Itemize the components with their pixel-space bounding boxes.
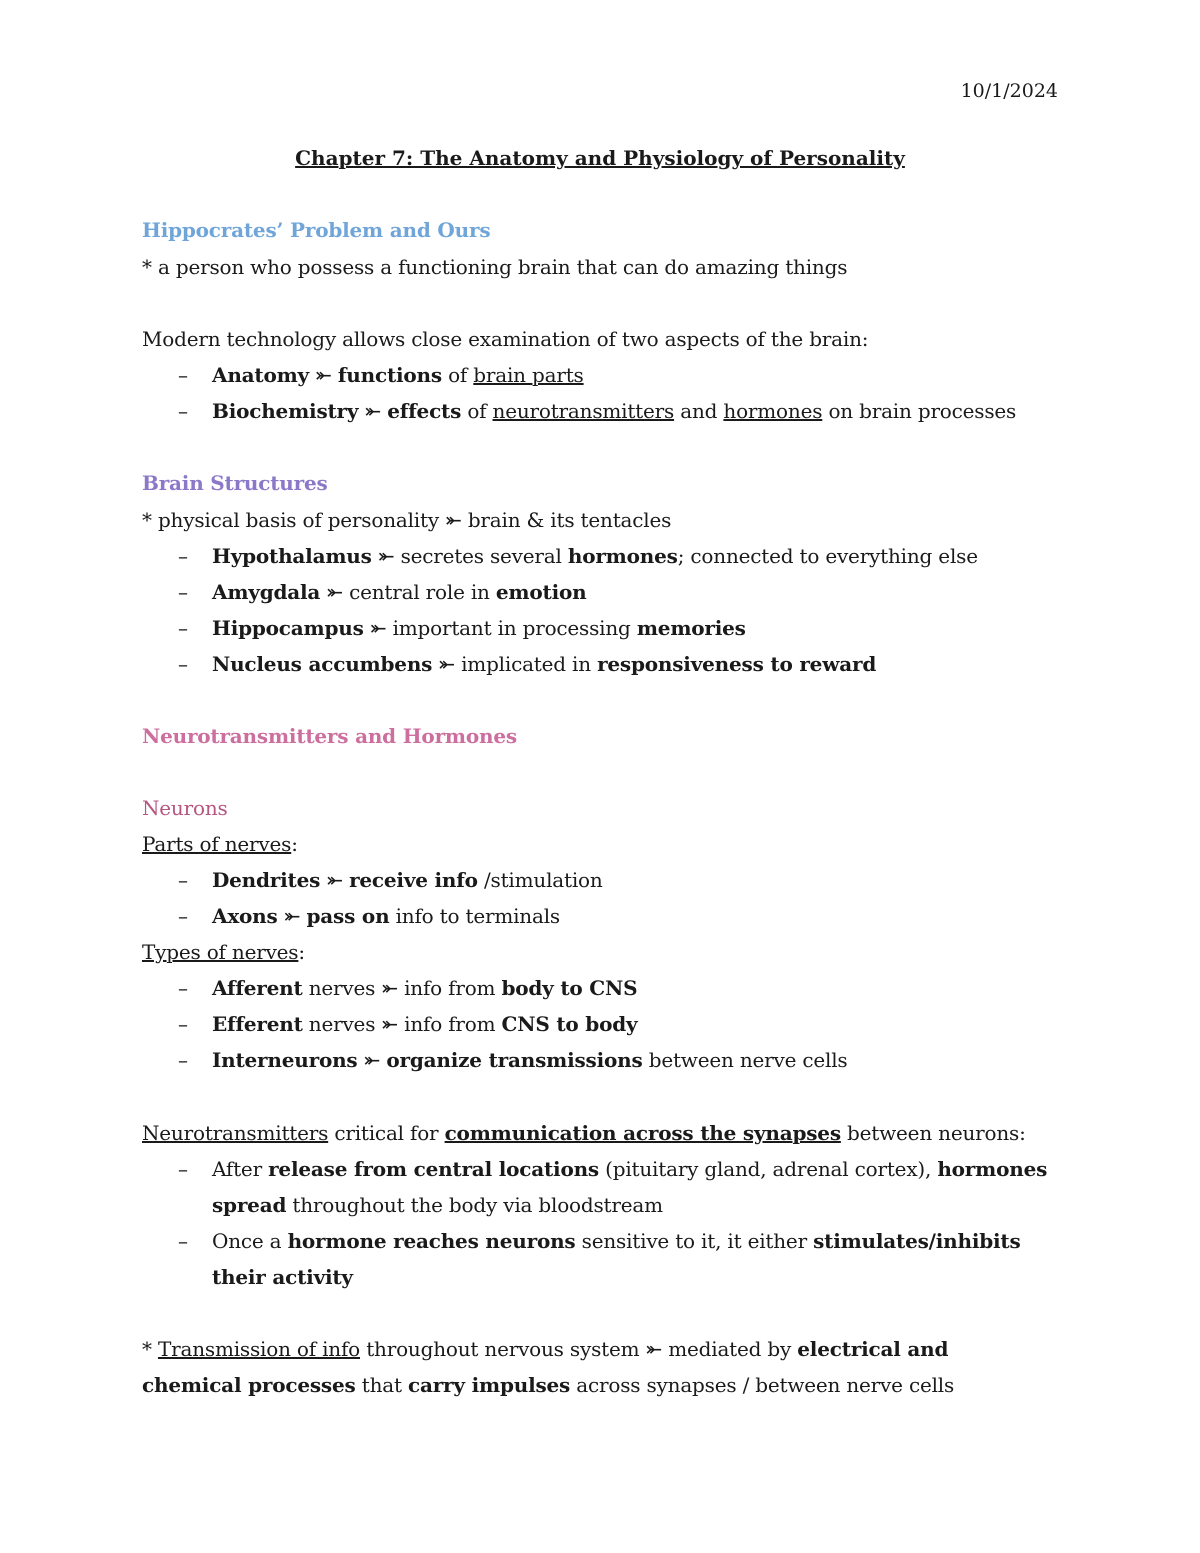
arrow-icon: ⤜ [377, 544, 395, 568]
dash-bullet: – [178, 652, 188, 676]
underlined-text: Transmission of info [157, 1337, 361, 1361]
term: responsiveness to reward [597, 652, 877, 676]
term: Nucleus accumbens [212, 652, 433, 676]
label-types-of-nerves [142, 939, 305, 965]
term: Biochemistry [212, 399, 359, 423]
text: Once a [212, 1229, 288, 1253]
text: across synapses / between nerve cells [570, 1373, 955, 1397]
text: implicated in [454, 652, 598, 676]
text: on brain processes [822, 399, 1017, 423]
list-item-afferent [178, 975, 637, 1001]
term: their activity [212, 1265, 353, 1289]
date: 10/1/2024 [960, 80, 1058, 102]
dash-bullet: – [178, 363, 188, 387]
note-line [142, 507, 671, 533]
note-line: * a person who possess a functioning brain that can do amazing things [142, 255, 848, 279]
term: effects [387, 399, 462, 423]
text: sensitive to it, it either [575, 1229, 814, 1253]
underlined-text: hormones [723, 399, 823, 423]
term: pass on [306, 904, 390, 928]
text: nerves [302, 976, 382, 1000]
text: nerves [302, 1012, 382, 1036]
section-heading-hippocrates: Hippocrates’ Problem and Ours [142, 218, 491, 242]
section-heading-neurotransmitters: Neurotransmitters and Hormones [142, 724, 517, 748]
term: emotion [495, 580, 587, 604]
dash-bullet: – [178, 868, 188, 892]
text: of [441, 363, 474, 387]
dash-bullet: – [178, 399, 188, 423]
dash-bullet: – [178, 976, 188, 1000]
text: of [461, 399, 493, 423]
term: stimulates/inhibits [813, 1229, 1021, 1253]
term: Anatomy [212, 363, 309, 387]
dash-bullet: – [178, 1048, 188, 1072]
term: Afferent [212, 976, 303, 1000]
arrow-icon: ⤜ [369, 616, 387, 640]
text: mediated by [662, 1337, 798, 1361]
arrow-icon: ⤜ [645, 1337, 663, 1361]
underlined-text: Parts of nerves [142, 832, 292, 856]
arrow-icon: ⤜ [326, 580, 343, 604]
transmission-line-continued [142, 1372, 954, 1398]
text: and [674, 399, 724, 423]
list-item-anatomy [178, 362, 584, 388]
list-item-hormone-reaches [178, 1228, 1021, 1254]
list-item-efferent [178, 1011, 637, 1037]
term: Hippocampus [212, 616, 364, 640]
text: that [355, 1373, 408, 1397]
list-item-hippocampus [178, 615, 746, 641]
underlined-text: Neurotransmitters [142, 1121, 329, 1145]
text: throughout nervous system [360, 1337, 646, 1361]
text: : [298, 940, 305, 964]
text: brain & its tentacles [461, 508, 672, 532]
text: /stimulation [477, 868, 603, 892]
arrow-icon: ⤜ [283, 904, 301, 928]
dash-bullet: – [178, 580, 188, 604]
term: CNS to body [501, 1012, 638, 1036]
underlined-text: neurotransmitters [492, 399, 675, 423]
text: throughout the body via bloodstream [286, 1193, 663, 1217]
section-heading-brain-structures: Brain Structures [142, 471, 328, 495]
arrow-icon: ⤜ [381, 976, 398, 1000]
text: secretes several [394, 544, 568, 568]
intro-line: Modern technology allows close examination of two aspects of the brain: [142, 327, 869, 351]
dash-bullet: – [178, 544, 188, 568]
dash-bullet: – [178, 904, 188, 928]
term: Efferent [212, 1012, 303, 1036]
text: between neurons: [840, 1121, 1026, 1145]
term: carry impulses [407, 1373, 571, 1397]
list-item-hormone-reaches-continued [212, 1264, 353, 1290]
term: spread [212, 1193, 287, 1217]
term: body to CNS [501, 976, 638, 1000]
arrow-icon: ⤜ [438, 652, 455, 676]
dash-bullet: – [178, 1229, 188, 1253]
text: critical for [328, 1121, 445, 1145]
term: functions [337, 363, 442, 387]
term: hormones [937, 1157, 1048, 1181]
text: central role in [342, 580, 496, 604]
label-parts-of-nerves [142, 831, 298, 857]
text: * physical basis of personality [142, 508, 446, 532]
arrow-icon: ⤜ [381, 1012, 398, 1036]
text: * [142, 1337, 158, 1361]
list-item-axons [178, 903, 560, 929]
term: release from central locations [268, 1157, 599, 1181]
term: hormone reaches neurons [287, 1229, 576, 1253]
term: memories [636, 616, 746, 640]
text: between nerve cells [642, 1048, 848, 1072]
arrow-icon: ⤜ [315, 363, 332, 387]
term: Hypothalamus [212, 544, 372, 568]
list-item-hormone-release-continued [212, 1192, 663, 1218]
arrow-icon: ⤜ [326, 868, 343, 892]
chapter-title: Chapter 7: The Anatomy and Physiology of Personality [295, 146, 905, 170]
term: Amygdala [212, 580, 321, 604]
list-item-hypothalamus [178, 543, 978, 569]
text: ; connected to everything else [677, 544, 978, 568]
text: info from [397, 1012, 502, 1036]
list-item-interneurons [178, 1047, 848, 1073]
neurotransmitters-line [142, 1120, 1026, 1146]
term: chemical processes [142, 1373, 356, 1397]
term: hormones [567, 544, 678, 568]
underlined-bold-text: communication across the synapses [444, 1121, 841, 1145]
list-item-biochemistry [178, 398, 1016, 424]
list-item-amygdala [178, 579, 586, 605]
arrow-icon: ⤜ [364, 399, 382, 423]
arrow-icon: ⤜ [445, 508, 462, 532]
text: info from [397, 976, 502, 1000]
term: Interneurons [212, 1048, 358, 1072]
term: electrical and [797, 1337, 949, 1361]
dash-bullet: – [178, 1157, 188, 1181]
list-item-dendrites [178, 867, 603, 893]
text: After [212, 1157, 269, 1181]
underlined-text: brain parts [473, 363, 584, 387]
text: info to terminals [389, 904, 560, 928]
text: (pituitary gland, adrenal cortex), [598, 1157, 938, 1181]
dash-bullet: – [178, 1012, 188, 1036]
underlined-text: Types of nerves [142, 940, 299, 964]
text: important in processing [386, 616, 637, 640]
dash-bullet: – [178, 616, 188, 640]
list-item-nucleus-accumbens [178, 651, 876, 677]
text: : [291, 832, 298, 856]
transmission-line [142, 1336, 948, 1362]
arrow-icon: ⤜ [363, 1048, 381, 1072]
subheading-neurons: Neurons [142, 796, 228, 820]
term: Axons [212, 904, 278, 928]
term: receive info [349, 868, 478, 892]
term: organize transmissions [386, 1048, 643, 1072]
term: Dendrites [212, 868, 321, 892]
list-item-hormone-release [178, 1156, 1047, 1182]
